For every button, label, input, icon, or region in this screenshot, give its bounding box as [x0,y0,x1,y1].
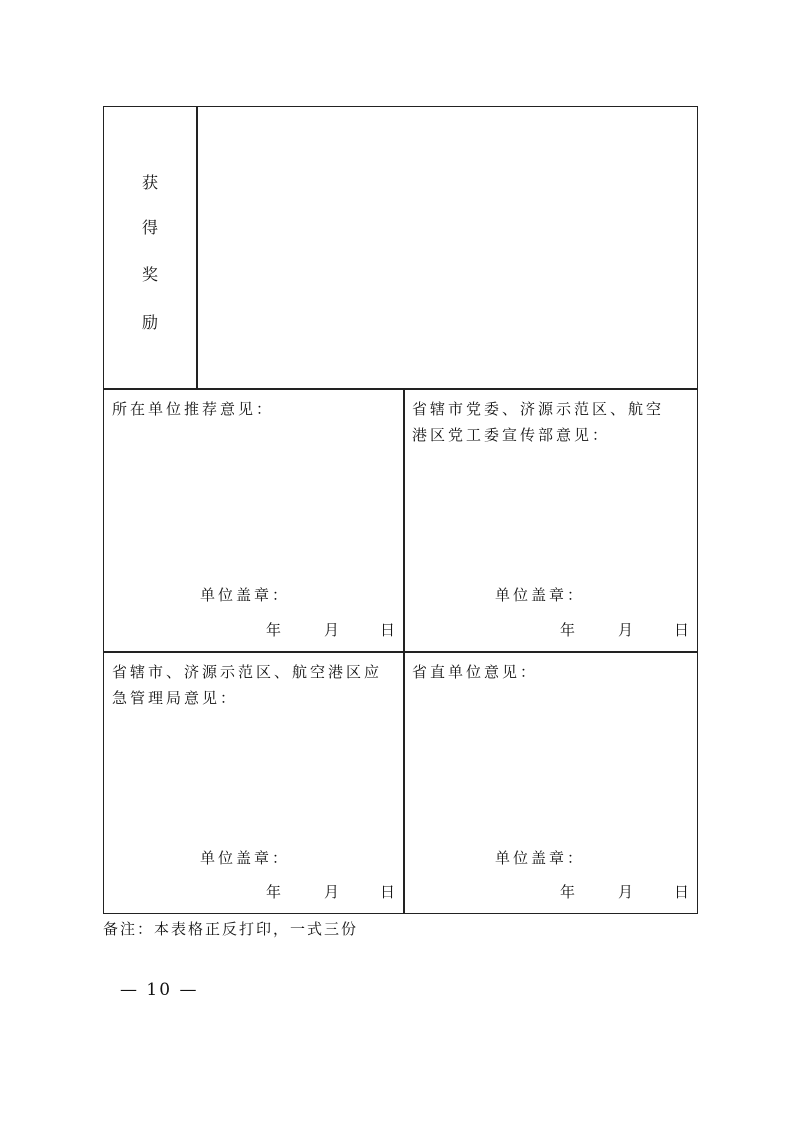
unit-opinion-cell[interactable] [104,390,402,650]
provincial-unit-opinion-day: 日 [674,883,690,901]
provincial-unit-opinion-month: 月 [618,883,634,901]
party-committee-opinion-month: 月 [618,621,634,639]
unit-opinion-title: 所在单位推荐意见： [112,400,275,418]
emergency-bureau-opinion-seal-label: 单位盖章： [200,849,291,867]
party-committee-opinion-year: 年 [560,621,576,639]
unit-opinion-year: 年 [266,621,282,639]
provincial-unit-opinion-year: 年 [560,883,576,901]
provincial-unit-opinion-cell[interactable] [405,653,697,912]
emergency-bureau-opinion-day: 日 [380,883,396,901]
unit-opinion-seal-label: 单位盖章： [200,586,291,604]
party-committee-opinion-seal-label: 单位盖章： [495,586,586,604]
page-number: — 10 — [120,980,199,1000]
awards-label-char: 励 [142,313,159,332]
emergency-bureau-opinion-month: 月 [324,883,340,901]
provincial-unit-opinion-title: 省直单位意见： [412,663,539,681]
unit-opinion-month: 月 [324,621,340,639]
awards-label-char: 获 [142,173,159,192]
awards-label-char: 得 [142,218,159,237]
awards-label-char: 奖 [142,265,159,284]
emergency-bureau-opinion-title: 省辖市、济源示范区、航空港区应 [112,663,383,681]
party-committee-opinion-title: 港区党工委宣传部意见： [412,426,611,444]
provincial-unit-opinion-seal-label: 单位盖章： [495,849,586,867]
emergency-bureau-opinion-title: 急管理局意见： [112,689,239,707]
party-committee-opinion-day: 日 [674,621,690,639]
awards-content-field[interactable] [198,108,696,387]
party-committee-opinion-title: 省辖市党委、济源示范区、航空 [412,400,665,418]
emergency-bureau-opinion-year: 年 [266,883,282,901]
footer-note: 备注：本表格正反打印，一式三份 [103,920,359,938]
unit-opinion-day: 日 [380,621,396,639]
